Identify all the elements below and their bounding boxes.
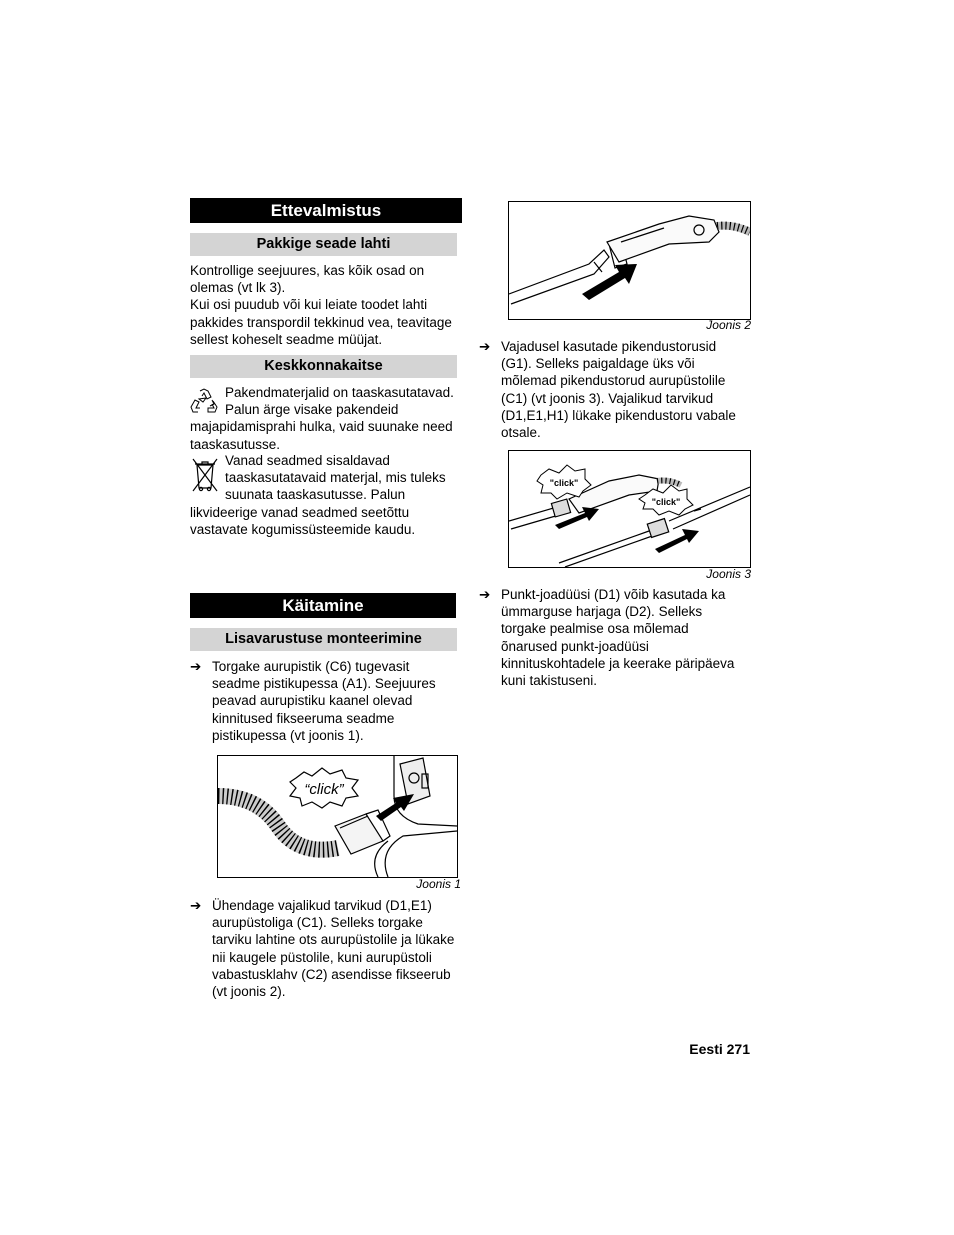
section-title-kaitamine: Käitamine	[190, 593, 456, 618]
figure-2-nozzle-attach	[508, 201, 751, 320]
click-label: “click”	[304, 781, 344, 798]
bullet-line: pistikupessa (vt joonis 1).	[212, 727, 364, 743]
bullet-line: mõlemad pikendustorud aurupüstolile	[501, 373, 726, 389]
paragraph-line: suunata taaskasutusse. Palun	[225, 487, 406, 503]
paragraph-line: Kui osi puudub või kui leiate toodet lahti	[190, 297, 428, 313]
paragraph-line: sellest koheselt seadme müüjat.	[190, 331, 383, 347]
bullet-line: Punkt-joadüüsi (D1) võib kasutada ka	[501, 587, 726, 602]
click-label: "click"	[651, 497, 681, 507]
bullet-line: torgake pealmise osa mõlemad	[501, 621, 689, 637]
bullet-line: Torgake aurupistik (C6) tugevasit	[212, 659, 410, 674]
arrow-bullet-icon: ➔	[479, 587, 491, 602]
paragraph-line: Vanad seadmed sisaldavad	[225, 453, 390, 468]
bullet-line: Ühendage vajalikud tarvikud (D1,E1)	[212, 898, 432, 913]
instruction-bullet	[190, 658, 465, 748]
section-title-ettevalmistus: Ettevalmistus	[190, 198, 462, 223]
recycle-paragraph	[190, 384, 465, 453]
paragraph-line: taaskasutusse.	[190, 436, 281, 452]
bullet-line: otsale.	[501, 425, 541, 441]
figure-1-caption: Joonis 1	[416, 877, 461, 891]
bullet-line: seadme pistikupessa (A1). Seejuures	[212, 676, 436, 692]
instruction-bullet	[479, 586, 754, 691]
figure-2-caption: Joonis 2	[706, 318, 751, 332]
bullet-line: kinnitused fikseeruma seadme	[212, 710, 395, 726]
paragraph-line: taaskasutatavaid materjal, mis tuleks	[225, 470, 446, 486]
bullet-line: ümmarguse harjaga (D2). Selleks	[501, 604, 703, 620]
bullet-line: (D1,E1,H1) lükake pikendustoru vabale	[501, 407, 736, 423]
paragraph-line: Pakendmaterjalid on taaskasutatavad.	[225, 385, 454, 400]
instruction-bullet	[479, 338, 754, 443]
unpack-paragraph	[190, 262, 465, 348]
bullet-line: tarviku lahtine ots aurupüstolile ja lükake	[212, 932, 455, 948]
bullet-line: peavad aurupistiku kaanel olevad	[212, 693, 413, 709]
bullet-line: kuni takistuseni.	[501, 673, 598, 689]
bullet-line: Vajadusel kasutade pikendustorusid	[501, 339, 717, 354]
bullet-line: vabastusklahv (C2) asendisse fikseerub	[212, 966, 451, 982]
paragraph-line: pakkides transpordil tekkinud vea, teavitage	[190, 314, 452, 330]
bullet-line: (C1) (vt joonis 3). Vajalikud tarvikud	[501, 390, 714, 406]
paragraph-line: majapidamisprahi hulka, vaid suunake need	[190, 419, 453, 435]
bullet-line: nii kaugele püstolile, kuni aurupüstoli	[212, 949, 432, 965]
page-number: Eesti 271	[689, 1041, 750, 1057]
subsection-title-lisavarustus: Lisavarustuse monteerimine	[190, 628, 457, 651]
paragraph-line: olemas (vt lk 3).	[190, 280, 286, 296]
figure-3-extension-tubes	[508, 450, 751, 568]
subsection-title-keskkonnakaitse: Keskkonnakaitse	[190, 355, 457, 378]
bullet-line: aurupüstoliga (C1). Selleks torgake	[212, 915, 423, 931]
weee-paragraph	[190, 452, 465, 538]
bullet-line: (G1). Selleks paigaldage üks või	[501, 356, 695, 372]
instruction-bullet	[190, 897, 465, 1002]
arrow-bullet-icon: ➔	[479, 339, 491, 354]
click-label: "click"	[549, 478, 579, 488]
arrow-bullet-icon: ➔	[190, 659, 202, 674]
arrow-bullet-icon: ➔	[190, 898, 202, 913]
paragraph-line: Palun ärge visake pakendeid	[225, 402, 399, 418]
figure-1-steam-plug	[217, 755, 458, 878]
bullet-line: õnarused punkt-joadüüsi	[501, 638, 649, 654]
figure-3-caption: Joonis 3	[706, 567, 751, 581]
subsection-title-pakkige: Pakkige seade lahti	[190, 233, 457, 256]
bullet-line: kinnituskohtadele ja keerake päripäeva	[501, 655, 735, 671]
paragraph-line: likvideerige vanad seadmed seetõttu	[190, 504, 410, 520]
paragraph-line: Kontrollige seejuures, kas kõik osad on	[190, 263, 425, 278]
paragraph-line: vastavate kogumissüsteemide kaudu.	[190, 521, 416, 537]
bullet-line: (vt joonis 2).	[212, 984, 286, 1000]
